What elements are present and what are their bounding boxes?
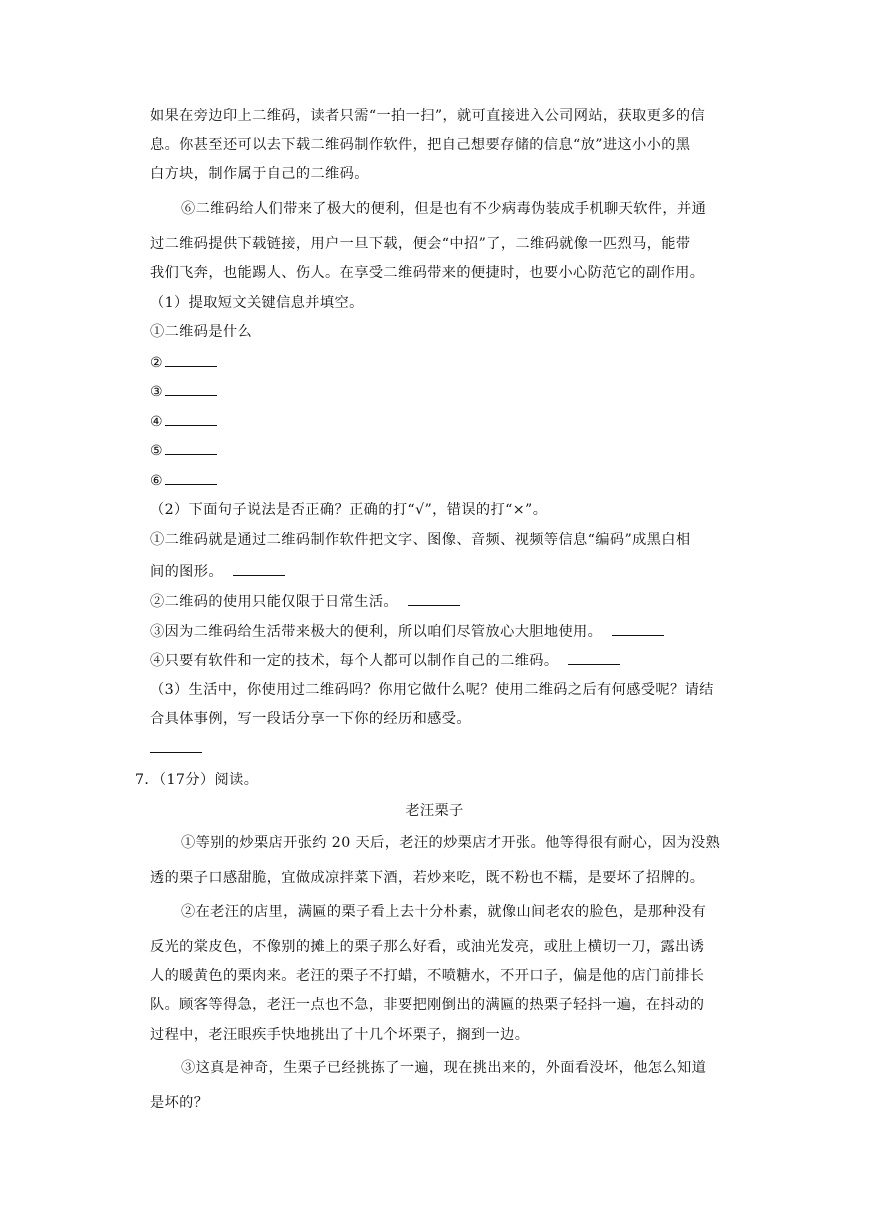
passage-line: 过二维码提供下载链接，用户一旦下载，便会“中招”了，二维码就像一匹烈马，能带 xyxy=(150,236,691,252)
q1-item-label: ⑥ xyxy=(150,473,164,489)
passage-line: 队。顾客等得急，老汪一点也不急，非要把刚倒出的满匾的热栗子轻抖一遍，在抖动的 xyxy=(150,997,705,1013)
passage-line: 透的栗子口感甜脆，宜做成凉拌菜下酒，若炒来吃，既不粉也不糯，是要坏了招牌的。 xyxy=(150,870,705,886)
answer-blank[interactable] xyxy=(233,561,285,576)
q1-item-1: ①二维码是什么 xyxy=(150,324,253,340)
q1-item-label: ② xyxy=(150,355,164,371)
q2-item-label: ④只要有软件和一定的技术，每个人都可以制作自己的二维码。 xyxy=(150,653,559,669)
q2-item-1-end xyxy=(150,561,740,582)
answer-blank[interactable] xyxy=(165,440,217,455)
answer-blank[interactable] xyxy=(612,621,664,636)
question-2-prompt: （2）下面句子说法是否正确？正确的打“√”，错误的打“×”。 xyxy=(150,502,548,518)
q2-item-4 xyxy=(150,650,740,671)
passage-line: 人的暖黄色的栗肉来。老汪的栗子不打蜡，不喷糖水，不开口子，偏是他的店门前排长 xyxy=(150,968,705,984)
question-3-line: 合具体事例，写一段话分享一下你的经历和感受。 xyxy=(150,711,471,727)
q1-item-2 xyxy=(150,352,740,373)
q3-answer-line xyxy=(150,738,740,759)
answer-blank[interactable] xyxy=(408,591,460,606)
passage-line: 白方块，制作属于自己的二维码。 xyxy=(150,166,369,182)
passage-line: 如果在旁边印上二维码，读者只需“一拍一扫”，就可直接进入公司网站，获取更多的信 xyxy=(150,108,706,124)
q1-item-5 xyxy=(150,440,740,461)
q2-item-1-line: ①二维码就是通过二维码制作软件把文字、图像、音频、视频等信息“编码”成黑白相 xyxy=(150,532,691,548)
answer-blank[interactable] xyxy=(165,411,217,426)
question-1-prompt: （1）提取短文关键信息并填空。 xyxy=(150,295,364,311)
passage-line: 是坏的？ xyxy=(150,1095,209,1111)
answer-blank[interactable] xyxy=(568,650,620,665)
q1-item-4 xyxy=(150,411,740,432)
q1-item-label: ④ xyxy=(150,414,164,430)
q2-item-2 xyxy=(150,591,740,612)
q1-item-3 xyxy=(150,381,740,402)
passage-line: ②在老汪的店里，满匾的栗子看上去十分朴素，就像山间老农的脸色，是那种没有 xyxy=(181,904,707,920)
q1-item-label: ③ xyxy=(150,384,164,400)
q1-item-6 xyxy=(150,470,740,491)
q2-item-3 xyxy=(150,621,740,642)
q2-item-label: 间的图形。 xyxy=(150,564,223,580)
answer-blank[interactable] xyxy=(165,381,217,396)
q2-item-label: ③因为二维码给生活带来极大的便利，所以咱们尽管放心大胆地使用。 xyxy=(150,624,603,640)
question-7-heading: 7．（17分）阅读。 xyxy=(135,772,259,788)
answer-blank[interactable] xyxy=(150,738,202,753)
answer-blank[interactable] xyxy=(165,470,217,485)
passage-line: 息。你甚至还可以去下载二维码制作软件，把自己想要存储的信息“放”进这小小的黑 xyxy=(150,137,691,153)
passage-line: 我们飞奔，也能踢人、伤人。在享受二维码带来的便捷时，也要小心防范它的副作用。 xyxy=(150,265,705,281)
q1-item-label: ⑤ xyxy=(150,443,164,459)
passage-line: ⑥二维码给人们带来了极大的便利，但是也有不少病毒伪装成手机聊天软件，并通 xyxy=(181,201,707,217)
passage-line: ③这真是神奇，生栗子已经挑拣了一遍，现在挑出来的，外面看没坏，他怎么知道 xyxy=(181,1060,707,1076)
answer-blank[interactable] xyxy=(165,352,217,367)
question-3-line: （3）生活中，你使用过二维码吗？你用它做什么呢？使用二维码之后有何感受呢？请结 xyxy=(150,682,714,698)
passage-title: 老汪栗子 xyxy=(405,803,464,819)
passage-line: 反光的棠皮色，不像别的摊上的栗子那么好看，或油光发亮，或肚上横切一刀，露出诱 xyxy=(150,939,705,955)
passage-line: ①等别的炒栗店开张约 20 天后，老汪的炒栗店才开张。他等得很有耐心，因为没熟 xyxy=(181,835,721,851)
passage-line: 过程中，老汪眼疾手快地挑出了十几个坏栗子，搁到一边。 xyxy=(150,1027,530,1043)
q2-item-label: ②二维码的使用只能仅限于日常生活。 xyxy=(150,594,398,610)
